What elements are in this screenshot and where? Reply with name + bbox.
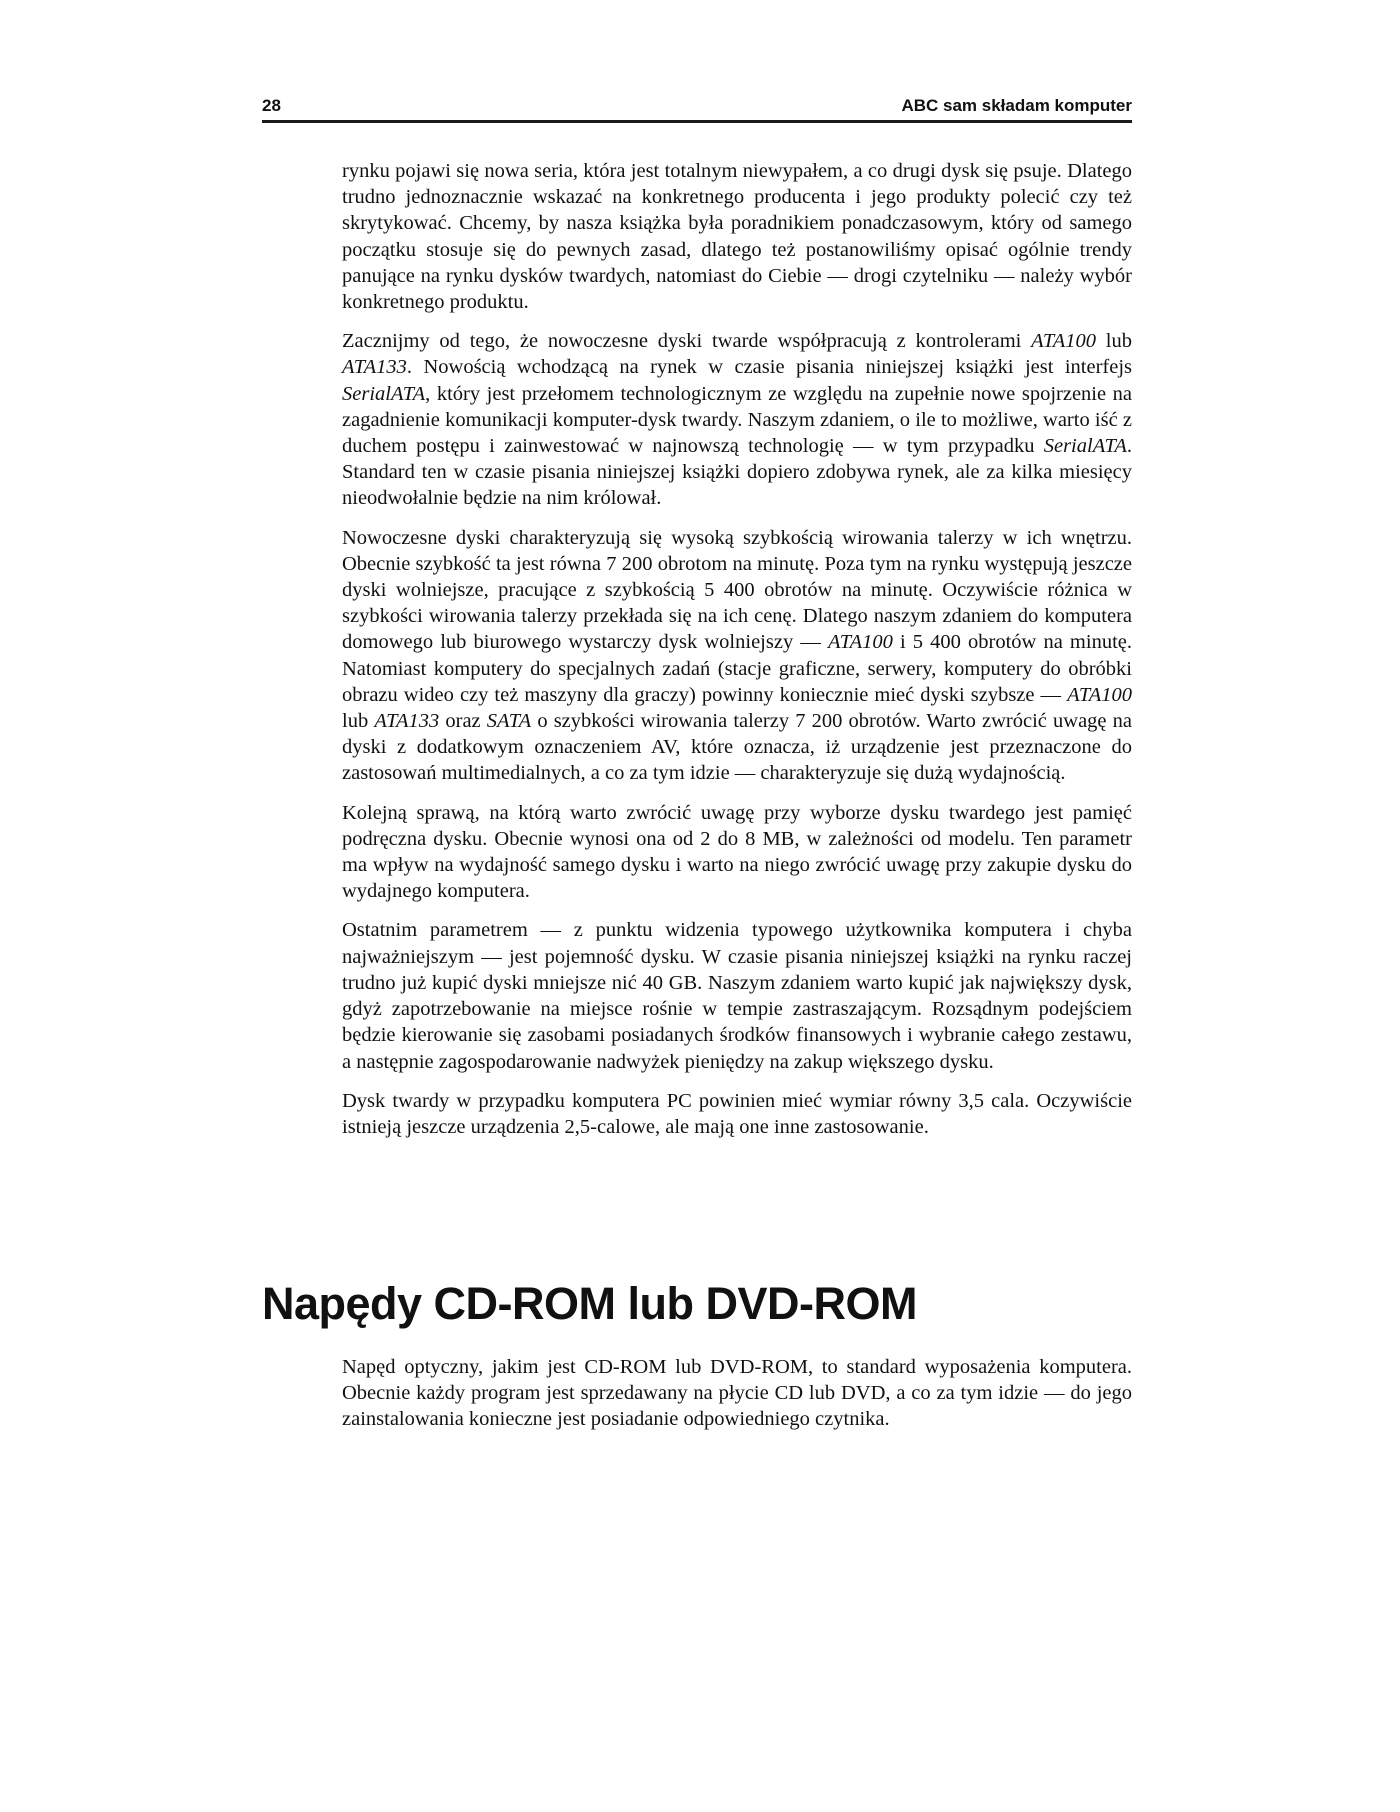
- term-serialata: SerialATA: [342, 382, 426, 405]
- text-run: Nowoczesne dyski charakteryzują się wysoką szybkością wirowania talerzy w ich wnętrzu. Obecnie szybkość ta jest równa 7 200 obrotom na minutę. Poza tym na rynku występują jeszcze dyski wolniejsze, pracujące z szybkością 5 400 obrotów na minutę. Oczywiście różnica w szybkości wirowania talerzy przekłada się na ich cenę. Dlatego naszym zdaniem do komputera domowego lub biurowego wystarczy dysk wolniejszy —: [342, 526, 1132, 654]
- text-run: . Nowością wchodzącą na rynek w czasie pisania niniejszej książki jest interfejs: [406, 356, 1132, 379]
- section-heading: Napędy CD-ROM lub DVD-ROM: [262, 1278, 917, 1329]
- paragraph-6: Dysk twardy w przypadku komputera PC powinien mieć wymiar równy 3,5 cala. Oczywiście istnieją jeszcze urządzenia 2,5-calowe, ale mają one inne zastosowanie.: [342, 1089, 1132, 1138]
- term-ata100: ATA100: [1067, 683, 1132, 706]
- text-run: , który jest przełomem technologicznym ze względu na zupełnie nowe spojrzenie na zagadnienie komunikacji komputer-dysk twardy. Naszym zdaniem, o ile to możliwe, warto iść z duchem postępu i zainwestować w najnowszą technologię — w tym przypadku: [342, 382, 1132, 458]
- term-ata133: ATA133: [374, 710, 440, 733]
- section-body: [342, 1354, 1132, 1433]
- section-paragraph-1: Napęd optyczny, jakim jest CD-ROM lub DVD-ROM, to standard wyposażenia komputera. Obecnie każdy program jest sprzedawany na płycie CD lub DVD, a co za tym idzie — do jego zainstalowania konieczne jest posiadanie odpowiedniego czytnika.: [342, 1356, 1132, 1431]
- term-sata: SATA: [486, 710, 532, 733]
- page-number: 28: [262, 96, 281, 115]
- text-run: i 5 400 obrotów na minutę. Natomiast komputery do specjalnych zadań (stacje graficzne, serwery, komputery do obróbki obrazu wideo czy też maszyny dla graczy) powinny koniecznie mieć dyski szybsze —: [342, 631, 1132, 706]
- paragraph-2: [342, 328, 1132, 511]
- paragraph-1: rynku pojawi się nowa seria, która jest totalnym niewypałem, a co drugi dysk się psuje. Dlatego trudno jednoznacznie wskazać na konkretnego producenta i jego produkty polecić czy też skrytykować. Chcemy, by nasza książka była poradnikiem ponadczasowym, który od samego początku stosuje się do pewnych zasad, dlatego też postanowiliśmy opisać ogólnie trendy panujące na rynku dysków twardych, natomiast do Ciebie — drogi czytelniku — należy wybór konkretnego produktu.: [342, 160, 1132, 314]
- text-run: Zacznijmy od tego, że nowoczesne dyski twarde współpracują z kontrolerami: [342, 330, 1032, 353]
- text-run: . Standard ten w czasie pisania niniejszej książki dopiero zdobywa rynek, ale za kilka miesięcy nieodwołalnie będzie na nim królował.: [342, 435, 1132, 510]
- paragraph-3: [342, 525, 1132, 787]
- page-header: [262, 96, 1132, 123]
- body-text: [342, 158, 1132, 1153]
- paragraph-4: Kolejną sprawą, na którą warto zwrócić uwagę przy wyborze dysku twardego jest pamięć podręczna dysku. Obecnie wynosi ona od 2 do 8 MB, w zależności od modelu. Ten parametr ma wpływ na wydajność samego dysku i warto na niego zwrócić uwagę przy zakupie dysku do wydajnego komputera.: [342, 801, 1132, 903]
- text-run: lub: [342, 710, 375, 733]
- text-run: o szybkości wirowania talerzy 7 200 obrotów. Warto zwrócić uwagę na dyski z dodatkowym oznaczeniem AV, które oznacza, iż urządzenie jest przeznaczone do zastosowań multimedialnych, a co za tym idzie — charakteryzuje się dużą wydajnością.: [342, 710, 1132, 785]
- paragraph-5: Ostatnim parametrem — z punktu widzenia typowego użytkownika komputera i chyba najważniejszym — jest pojemność dysku. W czasie pisania niniejszej książki na rynku raczej trudno już kupić dyski mniejsze nić 40 GB. Naszym zdaniem warto kupić jak największy dysk, gdyż zapotrzebowanie na miejsce rośnie w tempie zastraszającym. Rozsądnym podejściem będzie kierowanie się zasobami posiadanych środków finansowych i wybranie całego zestawu, a następnie zagospodarowanie nadwyżek pieniędzy na zakup większego dysku.: [342, 919, 1132, 1073]
- running-title: ABC sam składam komputer: [901, 96, 1132, 115]
- text-run: lub: [1096, 330, 1132, 353]
- text-run: oraz: [439, 710, 487, 733]
- term-ata100: ATA100: [1031, 330, 1097, 353]
- term-serialata: SerialATA: [1043, 435, 1127, 458]
- term-ata133: ATA133: [342, 356, 407, 379]
- term-ata100: ATA100: [827, 631, 893, 654]
